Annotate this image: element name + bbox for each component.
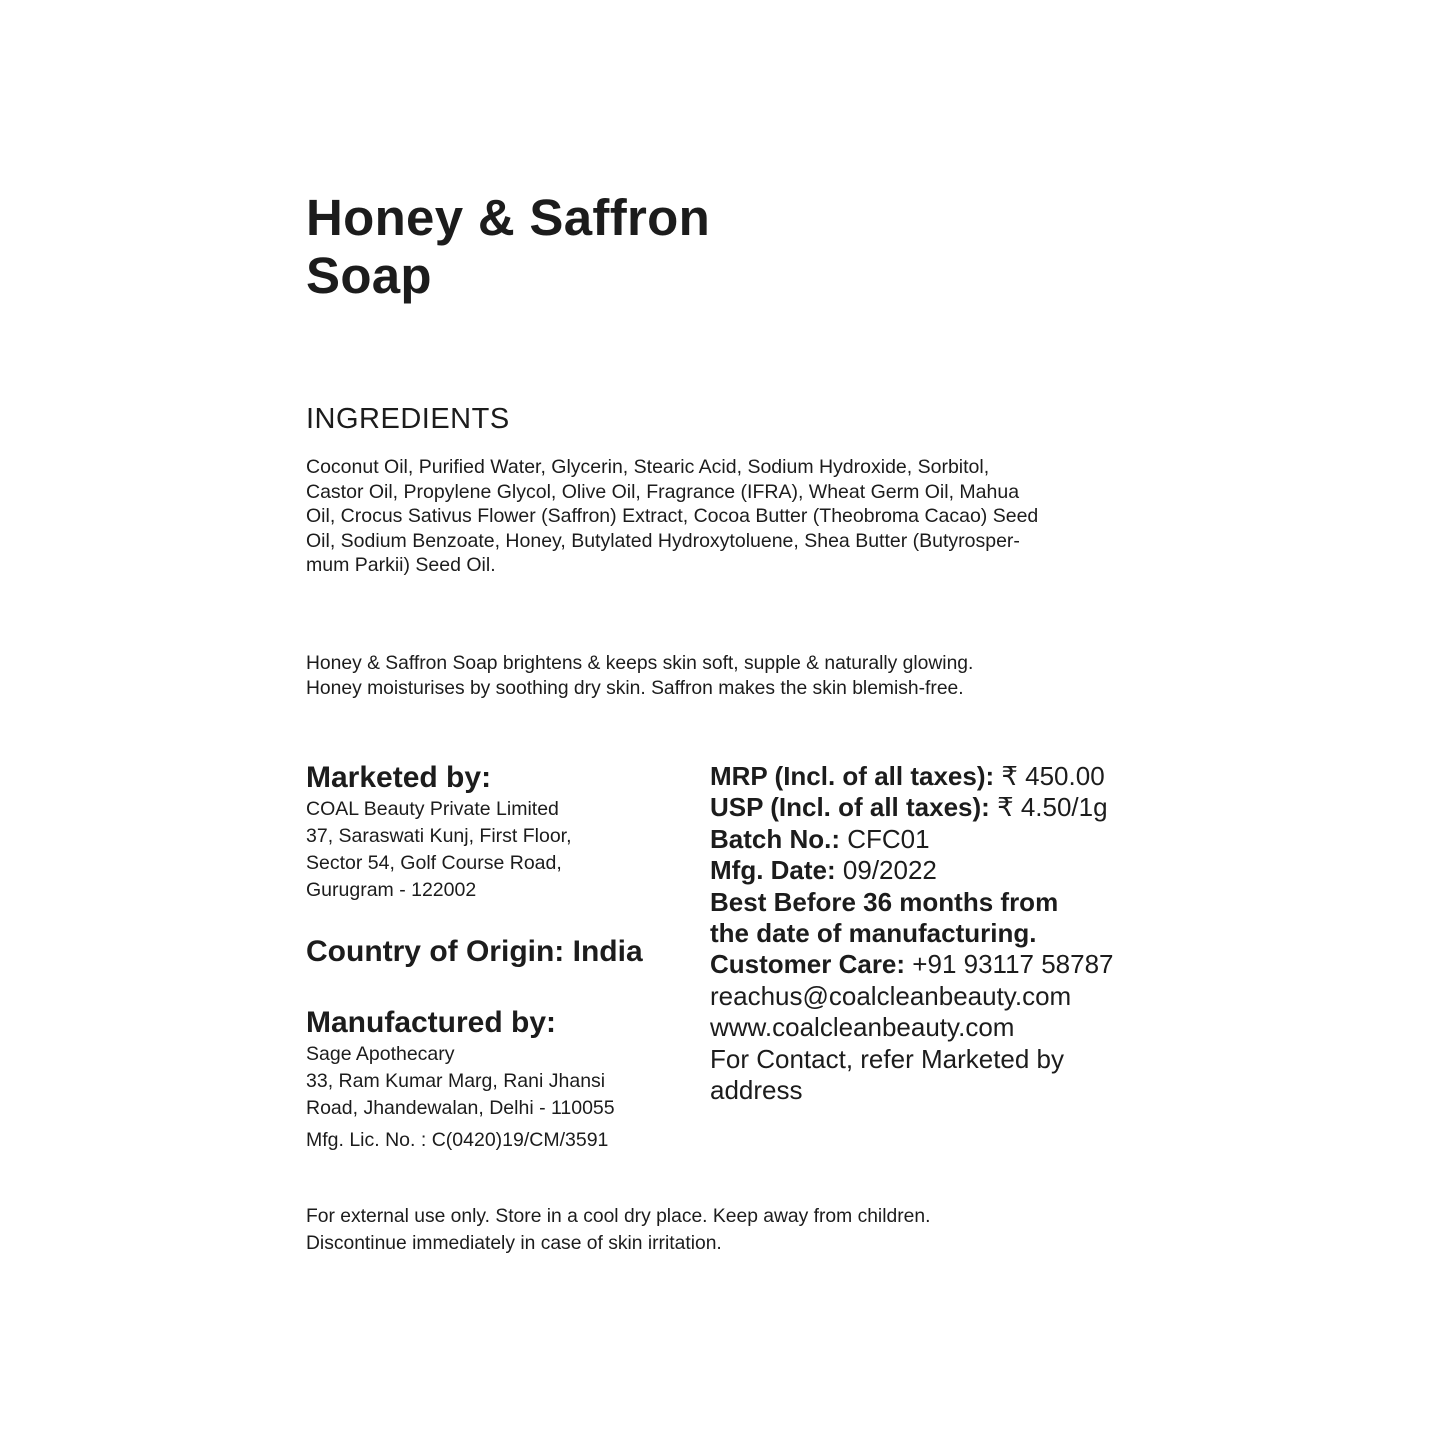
usp-row [710,792,1108,823]
address-line: Gurugram - 122002 [306,879,477,901]
address-line: Road, Jhandewalan, Delhi - 110055 [306,1097,615,1119]
description-line: Honey moisturises by soothing dry skin. Saffron makes the skin blemish-free. [306,678,964,699]
ingredients-line: mum Parkii) Seed Oil. [306,554,496,577]
ingredients-line: Oil, Crocus Sativus Flower (Saffron) Extract, Cocoa Butter (Theobroma Cacao) Seed [306,505,1039,528]
mfg-license-number: Mfg. Lic. No. : C(0420)19/CM/3591 [306,1129,609,1151]
batch-row [710,824,930,855]
best-before-line: Best Before 36 months from [710,886,1059,917]
mrp-label: MRP (Incl. of all taxes): [710,761,995,791]
batch-value: CFC01 [847,823,930,854]
description-line: Honey & Saffron Soap brightens & keeps skin soft, supple & naturally glowing. [306,653,974,674]
product-title-line-2: Soap [306,247,432,304]
manufactured-by-heading: Manufactured by: [306,1006,557,1039]
usp-label: USP (Incl. of all taxes): [710,792,990,823]
marketed-by-heading: Marketed by: [306,761,492,794]
ingredients-line: Castor Oil, Propylene Glycol, Olive Oil, Fragrance (IFRA), Wheat Germ Oil, Mahua [306,480,1020,503]
mrp-value: ₹ 450.00 [1001,761,1105,791]
customer-care-phone: +91 93117 58787 [912,949,1114,980]
country-of-origin: Country of Origin: India [306,935,643,968]
batch-label: Batch No.: [710,823,840,854]
customer-care-row [710,949,1114,980]
contact-note-line: For Contact, refer Marketed by [710,1043,1065,1074]
address-line: COAL Beauty Private Limited [306,798,559,820]
mfg-date-row [710,855,937,886]
warning-line: Discontinue immediately in case of skin irritation. [306,1233,722,1254]
address-line: Sector 54, Golf Course Road, [306,852,562,874]
website: www.coalcleanbeauty.com [710,1012,1015,1043]
contact-note-line: address [710,1075,803,1105]
best-before-line: the date of manufacturing. [710,918,1037,948]
ingredients-heading: INGREDIENTS [306,403,510,435]
mfg-date-label: Mfg. Date: [710,855,836,886]
address-line: 33, Ram Kumar Marg, Rani Jhansi [306,1070,606,1092]
product-title-line-1: Honey & Saffron [306,189,711,246]
usp-value: ₹ 4.50/1g [997,792,1108,823]
address-line: 37, Saraswati Kunj, First Floor, [306,825,572,847]
ingredients-line: Coconut Oil, Purified Water, Glycerin, Stearic Acid, Sodium Hydroxide, Sorbitol, [306,456,990,478]
customer-care-label: Customer Care: [710,949,906,980]
mrp-row [710,761,1105,792]
warning-line: For external use only. Store in a cool dry place. Keep away from children. [306,1206,931,1227]
ingredients-line: Oil, Sodium Benzoate, Honey, Butylated Hydroxytoluene, Shea Butter (Butyrosper- [306,529,1020,552]
contact-email: reachus@coalcleanbeauty.com [710,980,1072,1011]
mfg-date-value: 09/2022 [842,855,937,886]
address-line: Sage Apothecary [306,1043,455,1065]
